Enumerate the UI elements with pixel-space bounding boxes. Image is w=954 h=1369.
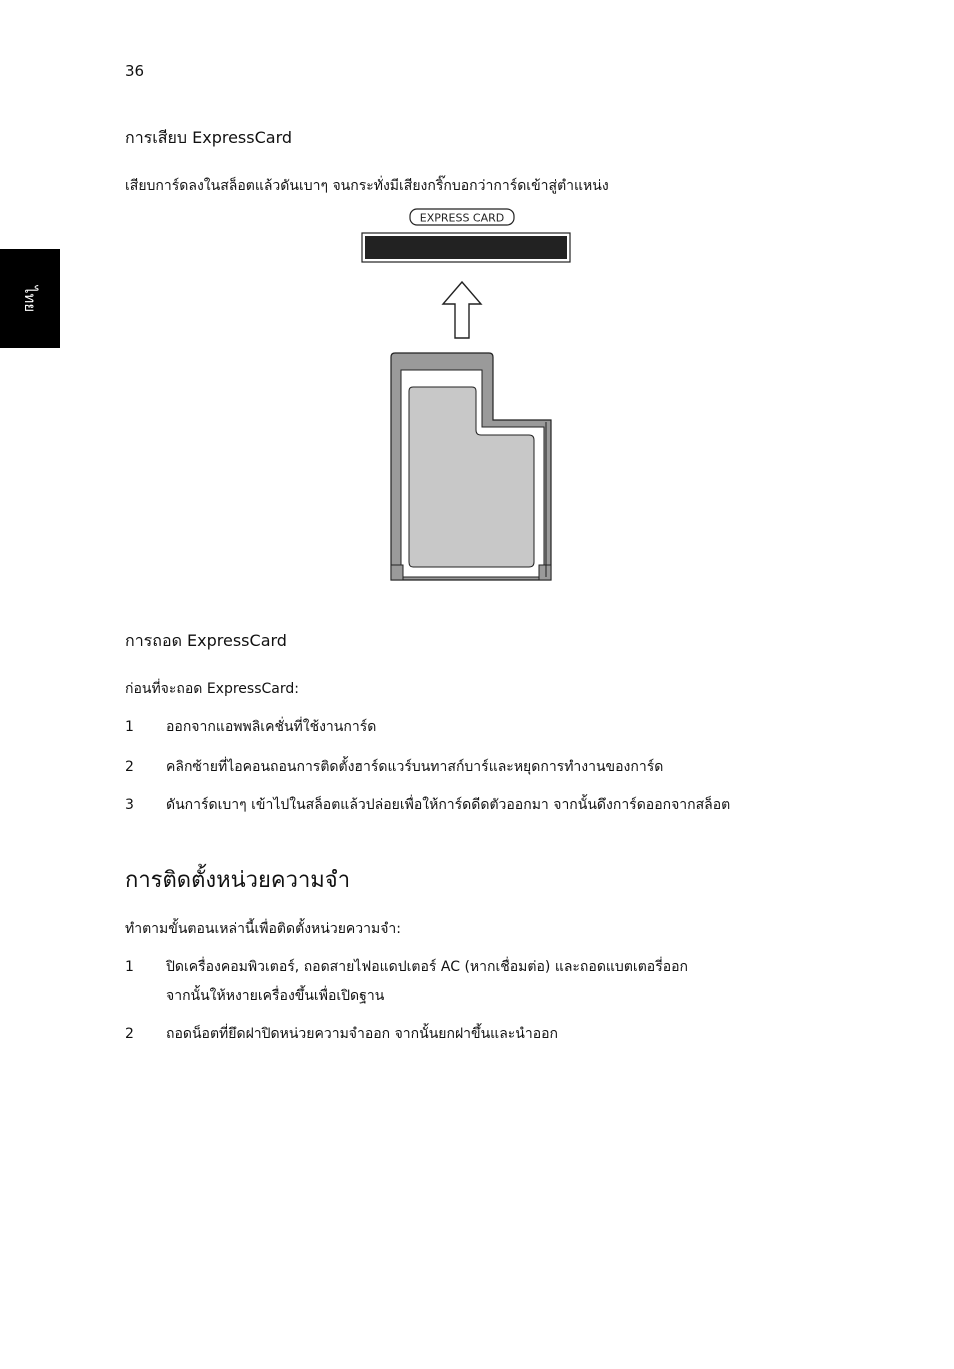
insert-expresscard-heading: การเสียบ ExpressCard — [125, 128, 293, 147]
remove-expresscard-heading: การถอด ExpressCard — [125, 631, 287, 650]
memory-step-2-number: 2 — [125, 1026, 134, 1042]
insert-arrow-icon — [443, 282, 481, 338]
card-corner-left — [391, 565, 403, 580]
memory-step-2-text: ถอดน็อตที่ยึดฝาปิดหน่วยความจำออก จากนั้นยกฝาขึ้นและนำออก — [166, 1026, 559, 1042]
insert-expresscard-description: เสียบการ์ดลงในสล็อตแล้วดันเบาๆ จนกระทั่งมีเสียงกริ๊กบอกว่าการ์ดเข้าสู่ตำแหน่ง — [125, 178, 609, 194]
memory-step-1-line-1: ปิดเครื่องคอมพิวเตอร์, ถอดสายไฟอแดปเตอร์ AC (หากเชื่อมต่อ) และถอดแบตเตอรี่ออก — [166, 959, 689, 975]
expresscard-label-area — [409, 387, 534, 567]
language-tab — [0, 249, 60, 348]
page-number: 36 — [125, 62, 145, 80]
expresscard-slot-opening — [365, 236, 567, 259]
install-memory-heading: การติดตั้งหน่วยความจำ — [125, 868, 351, 893]
memory-step-1-text — [166, 953, 866, 1011]
install-memory-intro: ทำตามขั้นตอนเหล่านี้เพื่อติดตั้งหน่วยความจำ: — [125, 921, 402, 937]
remove-step-2-number: 2 — [125, 759, 134, 775]
remove-step-1-text: ออกจากแอพพลิเคชั่นที่ใช้งานการ์ด — [166, 719, 377, 735]
memory-step-1-line-2: จากนั้นให้หงายเครื่องขึ้นเพื่อเปิดฐาน — [166, 988, 385, 1004]
language-tab-label: ไทย — [21, 285, 39, 312]
remove-step-3-number: 3 — [125, 797, 134, 813]
remove-expresscard-intro: ก่อนที่จะถอด ExpressCard: — [125, 681, 299, 697]
remove-step-1-number: 1 — [125, 719, 134, 735]
remove-step-2-text: คลิกซ้ายที่ไอคอนถอนการติดตั้งฮาร์ดแวร์บนทาสก์บาร์และหยุดการทำงานของการ์ด — [166, 759, 664, 775]
memory-step-1-number: 1 — [125, 959, 134, 975]
slot-label-text: EXPRESS CARD — [419, 211, 505, 225]
card-corner-right — [539, 565, 551, 580]
expresscard-illustration — [355, 205, 585, 585]
remove-step-3-text: ดันการ์ดเบาๆ เข้าไปในสล็อตแล้วปล่อยเพื่อให้การ์ดดีดตัวออกมา จากนั้นดึงการ์ดออกจากสล็อต — [166, 797, 731, 813]
